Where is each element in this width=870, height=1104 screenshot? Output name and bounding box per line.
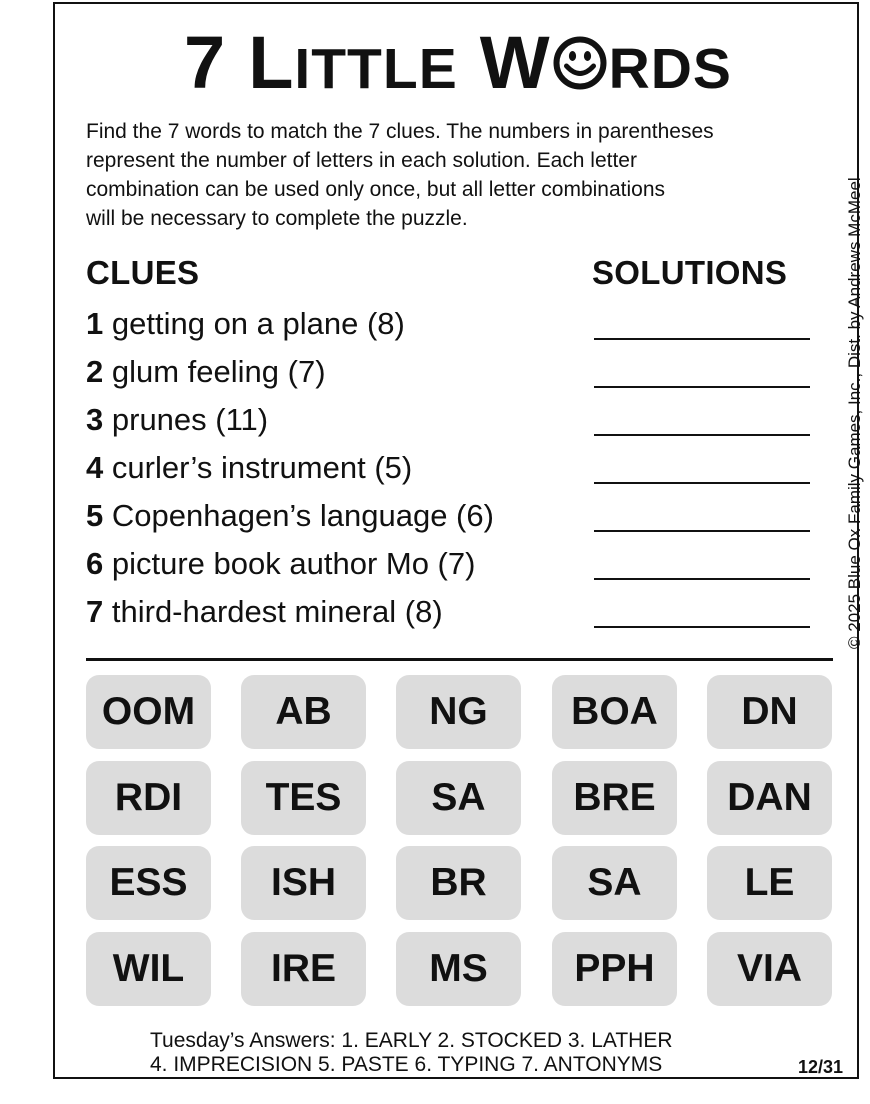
clue-text: getting on a plane (8) (111, 306, 405, 341)
clue-number: 7 (86, 594, 104, 629)
clue-text: third-hardest mineral (8) (111, 594, 443, 629)
smiley-face-icon (553, 36, 607, 90)
instructions-line: combination can be used only once, but all letter combinations (86, 178, 666, 201)
letter-tile[interactable]: WIL (86, 932, 211, 1006)
letter-tile[interactable]: BRE (552, 761, 677, 835)
title-l: L (248, 21, 295, 104)
letter-tile[interactable]: NG (396, 675, 521, 749)
letter-tile[interactable]: MS (396, 932, 521, 1006)
letter-tile[interactable]: DAN (707, 761, 832, 835)
letter-tile[interactable]: OOM (86, 675, 211, 749)
clue-text: Copenhagen’s language (6) (111, 498, 494, 533)
previous-answers (150, 1029, 673, 1077)
letter-tile[interactable]: SA (552, 846, 677, 920)
solution-blank-1[interactable] (594, 338, 810, 340)
clue-number: 6 (86, 546, 104, 581)
instructions-line: represent the number of letters in each solution. Each letter (86, 149, 637, 172)
clue-text: picture book author Mo (7) (111, 546, 476, 581)
clue-5 (86, 498, 494, 534)
letter-tile[interactable]: TES (241, 761, 366, 835)
clue-6 (86, 546, 475, 582)
solutions-header: SOLUTIONS (592, 254, 788, 291)
title-w: W (479, 21, 551, 104)
letter-tile[interactable]: PPH (552, 932, 677, 1006)
title-ittle: ITTLE (294, 37, 458, 101)
solution-blank-5[interactable] (594, 530, 810, 532)
solution-blank-3[interactable] (594, 434, 810, 436)
letter-tile[interactable]: LE (707, 846, 832, 920)
clue-1 (86, 306, 405, 342)
title-rds: RDS (608, 37, 732, 101)
clue-number: 3 (86, 402, 104, 437)
clue-text: prunes (11) (111, 402, 269, 437)
section-divider (86, 658, 833, 661)
clue-text: glum feeling (7) (111, 354, 326, 389)
letter-tile[interactable]: DN (707, 675, 832, 749)
letter-tile[interactable]: AB (241, 675, 366, 749)
puzzle-date: 12/31 (798, 1057, 844, 1077)
solution-blank-2[interactable] (594, 386, 810, 388)
clue-2 (86, 354, 326, 390)
previous-answers-line: 4. IMPRECISION 5. PASTE 6. TYPING 7. ANTONYMS (150, 1053, 663, 1076)
instructions (86, 117, 846, 233)
letter-tile[interactable]: BR (396, 846, 521, 920)
letter-tile[interactable]: SA (396, 761, 521, 835)
clue-4 (86, 450, 412, 486)
copyright-notice: © 2025 Blue Ox Family Games, Inc., Dist. by Andrews McMeel (845, 177, 864, 649)
title-number: 7 (184, 21, 227, 104)
clue-text: curler’s instrument (5) (111, 450, 413, 485)
solution-blank-7[interactable] (594, 626, 810, 628)
clue-number: 2 (86, 354, 104, 389)
letter-tile[interactable]: IRE (241, 932, 366, 1006)
letter-tile[interactable]: RDI (86, 761, 211, 835)
puzzle-title (55, 21, 861, 106)
clue-3 (86, 402, 268, 438)
letter-tile[interactable]: BOA (552, 675, 677, 749)
solution-blank-4[interactable] (594, 482, 810, 484)
clue-number: 1 (86, 306, 104, 341)
clues-header: CLUES (86, 254, 200, 291)
letter-tile[interactable]: ESS (86, 846, 211, 920)
clue-number: 5 (86, 498, 104, 533)
previous-answers-line: Tuesday’s Answers: 1. EARLY 2. STOCKED 3. LATHER (150, 1029, 673, 1052)
clue-7 (86, 594, 443, 630)
instructions-line: Find the 7 words to match the 7 clues. The numbers in parentheses (86, 120, 714, 143)
puzzle-frame (53, 2, 864, 1079)
instructions-line: will be necessary to complete the puzzle. (86, 207, 468, 230)
letter-tile[interactable]: VIA (707, 932, 832, 1006)
clue-number: 4 (86, 450, 104, 485)
solution-blank-6[interactable] (594, 578, 810, 580)
letter-tile[interactable]: ISH (241, 846, 366, 920)
